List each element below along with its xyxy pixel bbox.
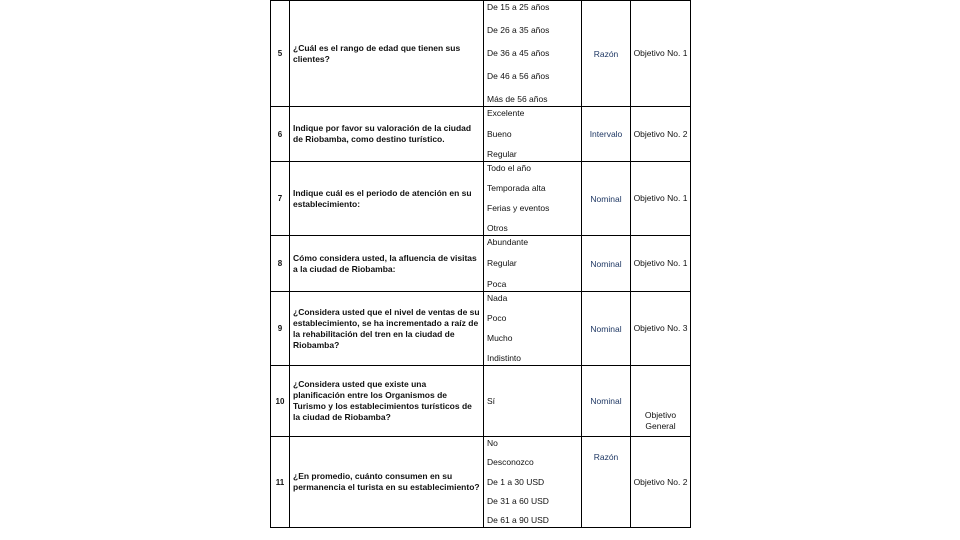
answer-option: Poco — [487, 313, 507, 323]
scale-cell: Nominal — [582, 292, 631, 366]
objective-cell: Objetivo No. 1 — [631, 162, 691, 236]
question-cell — [290, 366, 484, 437]
answer-option: Más de 56 años — [487, 94, 548, 104]
answer-option: De 61 a 90 USD — [487, 515, 549, 525]
options-cell — [484, 437, 582, 528]
question-text: Cómo considera usted, la afluencia de visitas a la ciudad de Riobamba: — [293, 252, 477, 274]
question-cell — [290, 437, 484, 528]
row-number: 7 — [271, 162, 290, 236]
row-number: 9 — [271, 292, 290, 366]
options-cell — [484, 162, 582, 236]
objective-cell: Objetivo No. 1 — [631, 1, 691, 107]
row-number: 11 — [271, 437, 290, 528]
answer-option: Indistinto — [487, 353, 522, 363]
survey-table — [270, 0, 691, 528]
question-text: ¿Cuál es el rango de edad que tienen sus clientes? — [293, 42, 461, 64]
answer-option: Bueno — [487, 128, 512, 139]
objective-cell: Objetivo General — [631, 366, 691, 437]
answer-option: Ferias y eventos — [487, 203, 550, 213]
table-row — [271, 162, 691, 236]
answer-option: De 46 a 56 años — [487, 71, 550, 81]
scale-cell: Nominal — [582, 366, 631, 437]
options-cell — [484, 366, 582, 437]
answer-option: Abundante — [487, 237, 529, 247]
options-cell — [484, 1, 582, 107]
answer-option: Regular — [487, 149, 517, 159]
scale-cell: Nominal — [582, 236, 631, 292]
question-text: ¿Considera usted que el nivel de ventas de su establecimiento, se ha incrementado a raíz de la rehabilitación del tren en la ciudad de Riobamba? — [293, 306, 480, 350]
table-row — [271, 292, 691, 366]
table-row — [271, 107, 691, 162]
scale-cell: Nominal — [582, 162, 631, 236]
answer-option: No — [487, 438, 498, 448]
question-cell — [290, 236, 484, 292]
question-cell — [290, 107, 484, 162]
question-text: Indique cuál es el periodo de atención en su establecimiento: — [293, 187, 472, 209]
answer-option: Mucho — [487, 333, 513, 343]
question-text: ¿Considera usted que existe una planificación entre los Organismos de Turismo y los establecimientos turísticos de la ciudad de Riobamba? — [293, 379, 472, 422]
answer-option: De 15 a 25 años — [487, 2, 550, 12]
options-cell — [484, 107, 582, 162]
answer-option: Nada — [487, 293, 508, 303]
question-cell — [290, 1, 484, 107]
answer-option: Otros — [487, 223, 508, 233]
options-cell — [484, 236, 582, 292]
scale-cell: Razón — [582, 437, 631, 528]
question-text: ¿En promedio, cuánto consumen en su permanencia el turista en su establecimiento? — [293, 471, 480, 492]
answer-option: Regular — [487, 258, 517, 268]
row-number: 8 — [271, 236, 290, 292]
answer-option: Todo el año — [487, 163, 531, 173]
answer-option: Sí — [487, 395, 496, 406]
answer-option: Poca — [487, 279, 507, 289]
answer-option: De 31 a 60 USD — [487, 495, 549, 506]
answer-option: Desconozco — [487, 457, 534, 468]
objective-cell: Objetivo No. 3 — [631, 292, 691, 366]
scale-cell: Razón — [582, 1, 631, 107]
row-number: 10 — [271, 366, 290, 437]
table-row — [271, 366, 691, 437]
table-row — [271, 1, 691, 107]
answer-option: De 1 a 30 USD — [487, 476, 545, 487]
objective-cell: Objetivo No. 2 — [631, 107, 691, 162]
question-cell — [290, 162, 484, 236]
scale-cell: Intervalo — [582, 107, 631, 162]
answer-option: De 36 a 45 años — [487, 48, 550, 58]
objective-cell: Objetivo No. 1 — [631, 236, 691, 292]
question-text: Indique por favor su valoración de la ciudad de Riobamba, como destino turístico. — [293, 123, 472, 144]
table-row — [271, 236, 691, 292]
answer-option: Temporada alta — [487, 183, 546, 193]
row-number: 6 — [271, 107, 290, 162]
answer-option: De 26 a 35 años — [487, 25, 550, 35]
table-row — [271, 437, 691, 528]
row-number: 5 — [271, 1, 290, 107]
options-cell — [484, 292, 582, 366]
question-cell — [290, 292, 484, 366]
answer-option: Excelente — [487, 108, 525, 118]
objective-cell: Objetivo No. 2 — [631, 437, 691, 528]
